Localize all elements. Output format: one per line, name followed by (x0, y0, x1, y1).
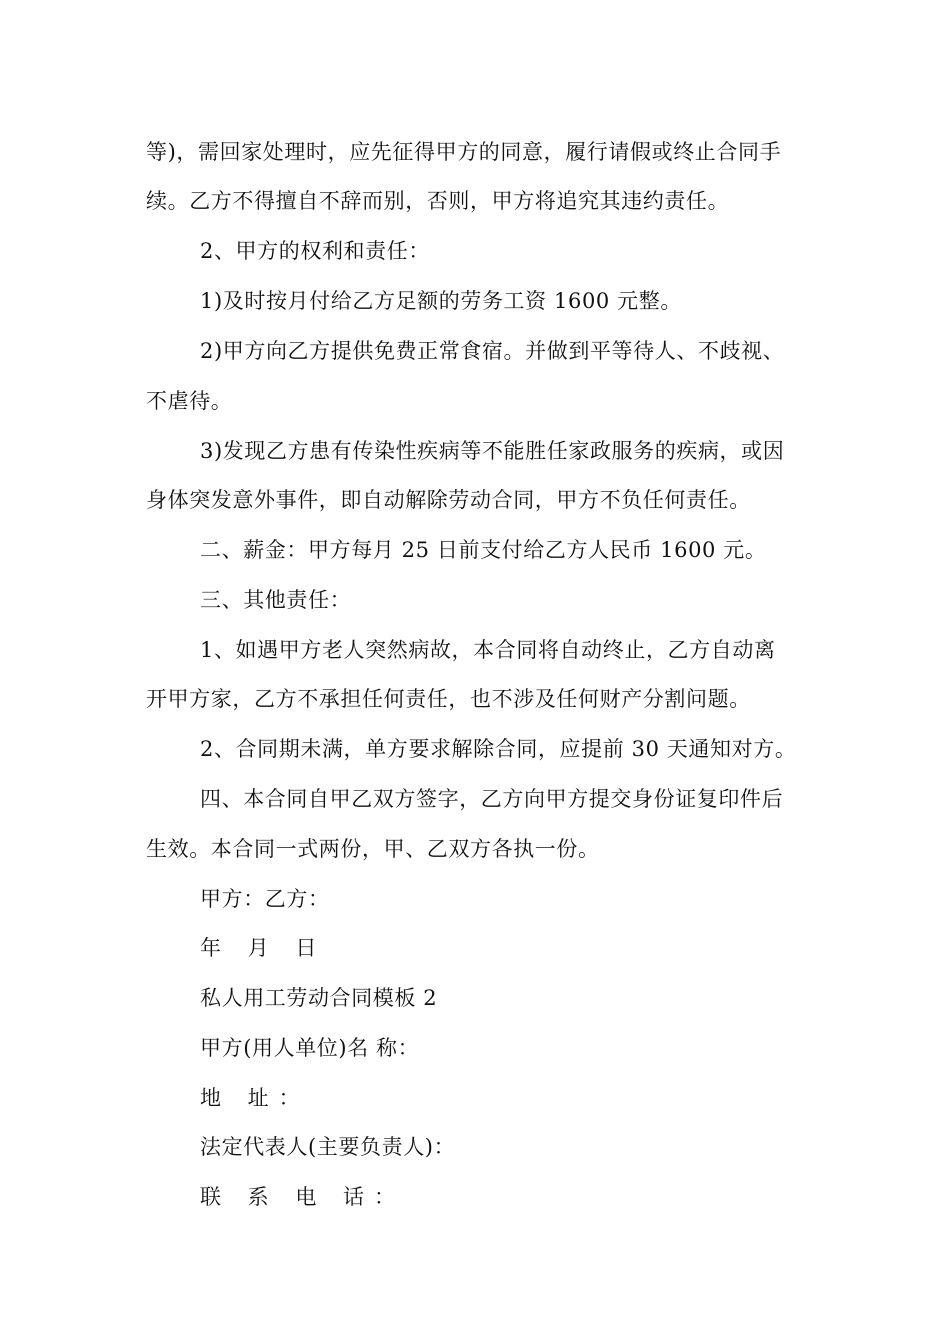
section-heading: 2、甲方的权利和责任： (200, 239, 430, 263)
paragraph-line: 等)，需回家处理时，应先征得甲方的同意，履行请假或终止合同手 (146, 140, 782, 164)
section-heading: 三、其他责任： (200, 588, 352, 612)
list-item: 1)及时按月付给乙方足额的劳务工资 1600 元整。 (200, 289, 682, 313)
section-heading: 二、薪金：甲方每月 25 日前支付给乙方人民币 1600 元。 (200, 538, 767, 562)
legal-representative-field: 法定代表人(主要负责人)： (200, 1135, 456, 1159)
address-field: 地 址： (200, 1086, 310, 1110)
paragraph-line: 生效。本合同一式两份，甲、乙双方各执一份。 (146, 837, 600, 861)
employer-name-field: 甲方(用人单位)名 称： (200, 1036, 420, 1060)
paragraph-line: 续。乙方不得擅自不辞而别，否则，甲方将追究其违约责任。 (146, 189, 730, 213)
list-item: 1、如遇甲方老人突然病故，本合同将自动终止，乙方自动离 (200, 638, 776, 662)
list-item: 3)发现乙方患有传染性疾病等不能胜任家政服务的疾病，或因 (200, 439, 785, 463)
phone-field: 联 系 电 话： (200, 1185, 406, 1209)
template-title: 私人用工劳动合同模板 2 (200, 986, 438, 1010)
date-line: 年 月 日 (200, 936, 327, 960)
paragraph-line: 开甲方家，乙方不承担任何责任，也不涉及任何财产分割问题。 (146, 687, 751, 711)
paragraph-line: 不虐待。 (146, 389, 233, 413)
signature-line: 甲方：乙方： (200, 887, 330, 911)
section-heading: 四、本合同自甲乙双方签字，乙方向甲方提交身份证复印件后 (200, 787, 784, 811)
paragraph-line: 身体突发意外事件，即自动解除劳动合同，甲方不负任何责任。 (146, 488, 751, 512)
list-item: 2)甲方向乙方提供免费正常食宿。并做到平等待人、不歧视、 (200, 339, 785, 363)
list-item: 2、合同期未满，单方要求解除合同，应提前 30 天通知对方。 (200, 737, 797, 761)
